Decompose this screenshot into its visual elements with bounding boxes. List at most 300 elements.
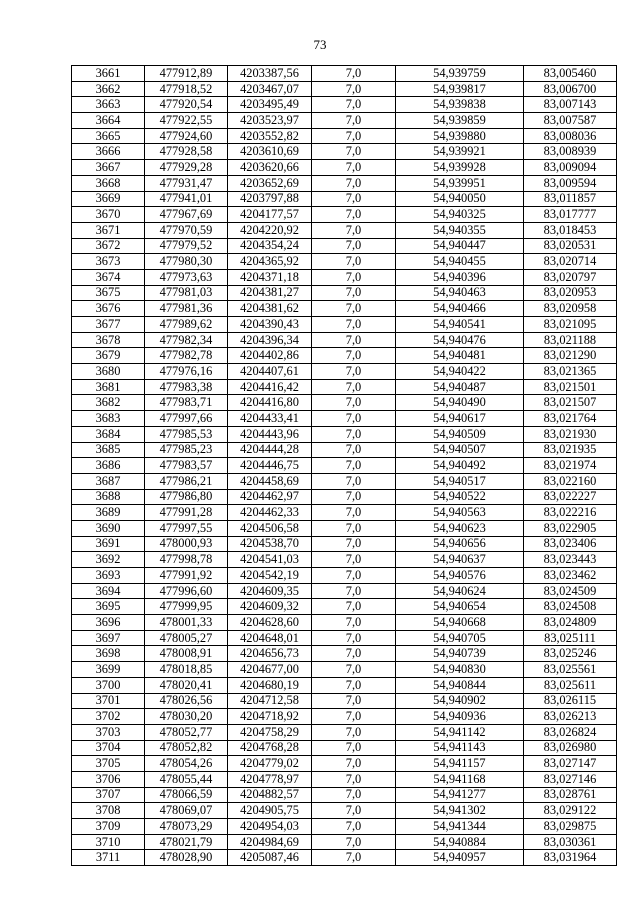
latitude-cell: 54,940705 [396, 630, 524, 646]
table-row [72, 301, 617, 317]
accuracy-cell: 7,0 [312, 442, 396, 458]
point-number-cell: 3693 [72, 568, 145, 584]
table-row [72, 97, 617, 113]
longitude-cell: 83,022216 [524, 505, 617, 521]
longitude-cell: 83,011857 [524, 191, 617, 207]
accuracy-cell: 7,0 [312, 458, 396, 474]
latitude-cell: 54,940455 [396, 254, 524, 270]
point-number-cell: 3687 [72, 473, 145, 489]
point-number-cell: 3684 [72, 426, 145, 442]
latitude-cell: 54,940509 [396, 426, 524, 442]
longitude-cell: 83,029122 [524, 803, 617, 819]
y-coordinate-cell: 4204177,57 [228, 207, 312, 223]
coordinates-table-body [72, 66, 617, 866]
x-coordinate-cell: 477931,47 [145, 175, 228, 191]
y-coordinate-cell: 4204718,92 [228, 709, 312, 725]
longitude-cell: 83,018453 [524, 222, 617, 238]
accuracy-cell: 7,0 [312, 599, 396, 615]
longitude-cell: 83,023462 [524, 568, 617, 584]
longitude-cell: 83,008939 [524, 144, 617, 160]
latitude-cell: 54,941143 [396, 740, 524, 756]
longitude-cell: 83,026115 [524, 693, 617, 709]
x-coordinate-cell: 478052,82 [145, 740, 228, 756]
point-number-cell: 3663 [72, 97, 145, 113]
x-coordinate-cell: 477997,55 [145, 520, 228, 536]
longitude-cell: 83,027146 [524, 771, 617, 787]
longitude-cell: 83,007587 [524, 113, 617, 129]
table-row [72, 175, 617, 191]
y-coordinate-cell: 4204609,35 [228, 583, 312, 599]
table-row [72, 458, 617, 474]
x-coordinate-cell: 478000,93 [145, 536, 228, 552]
latitude-cell: 54,940830 [396, 662, 524, 678]
x-coordinate-cell: 478069,07 [145, 803, 228, 819]
accuracy-cell: 7,0 [312, 834, 396, 850]
latitude-cell: 54,940325 [396, 207, 524, 223]
latitude-cell: 54,940476 [396, 332, 524, 348]
y-coordinate-cell: 4204984,69 [228, 834, 312, 850]
x-coordinate-cell: 478030,20 [145, 709, 228, 725]
longitude-cell: 83,017777 [524, 207, 617, 223]
table-row [72, 520, 617, 536]
point-number-cell: 3661 [72, 66, 145, 82]
table-row [72, 113, 617, 129]
table-row [72, 160, 617, 176]
y-coordinate-cell: 4204648,01 [228, 630, 312, 646]
x-coordinate-cell: 477985,53 [145, 426, 228, 442]
point-number-cell: 3707 [72, 787, 145, 803]
table-row [72, 411, 617, 427]
x-coordinate-cell: 477998,78 [145, 552, 228, 568]
x-coordinate-cell: 477982,78 [145, 348, 228, 364]
y-coordinate-cell: 4204416,80 [228, 395, 312, 411]
accuracy-cell: 7,0 [312, 756, 396, 772]
longitude-cell: 83,006700 [524, 81, 617, 97]
x-coordinate-cell: 477976,16 [145, 364, 228, 380]
table-row [72, 787, 617, 803]
point-number-cell: 3701 [72, 693, 145, 709]
table-row [72, 536, 617, 552]
accuracy-cell: 7,0 [312, 771, 396, 787]
accuracy-cell: 7,0 [312, 317, 396, 333]
y-coordinate-cell: 4204882,57 [228, 787, 312, 803]
accuracy-cell: 7,0 [312, 379, 396, 395]
table-row [72, 238, 617, 254]
point-number-cell: 3689 [72, 505, 145, 521]
longitude-cell: 83,020797 [524, 269, 617, 285]
y-coordinate-cell: 4203495,49 [228, 97, 312, 113]
latitude-cell: 54,940656 [396, 536, 524, 552]
point-number-cell: 3680 [72, 364, 145, 380]
coordinates-table [71, 65, 617, 866]
point-number-cell: 3666 [72, 144, 145, 160]
longitude-cell: 83,026824 [524, 724, 617, 740]
latitude-cell: 54,940844 [396, 677, 524, 693]
latitude-cell: 54,940447 [396, 238, 524, 254]
latitude-cell: 54,940487 [396, 379, 524, 395]
point-number-cell: 3676 [72, 301, 145, 317]
table-row [72, 599, 617, 615]
accuracy-cell: 7,0 [312, 348, 396, 364]
x-coordinate-cell: 477929,28 [145, 160, 228, 176]
accuracy-cell: 7,0 [312, 724, 396, 740]
table-row [72, 850, 617, 866]
y-coordinate-cell: 4204768,28 [228, 740, 312, 756]
x-coordinate-cell: 477967,69 [145, 207, 228, 223]
latitude-cell: 54,940654 [396, 599, 524, 615]
point-number-cell: 3683 [72, 411, 145, 427]
y-coordinate-cell: 4204758,29 [228, 724, 312, 740]
longitude-cell: 83,030361 [524, 834, 617, 850]
y-coordinate-cell: 4204416,42 [228, 379, 312, 395]
table-row [72, 615, 617, 631]
latitude-cell: 54,940624 [396, 583, 524, 599]
longitude-cell: 83,021974 [524, 458, 617, 474]
y-coordinate-cell: 4204677,00 [228, 662, 312, 678]
table-row [72, 222, 617, 238]
table-row [72, 756, 617, 772]
y-coordinate-cell: 4203610,69 [228, 144, 312, 160]
table-row [72, 317, 617, 333]
accuracy-cell: 7,0 [312, 269, 396, 285]
longitude-cell: 83,021365 [524, 364, 617, 380]
latitude-cell: 54,940481 [396, 348, 524, 364]
longitude-cell: 83,022160 [524, 473, 617, 489]
latitude-cell: 54,940936 [396, 709, 524, 725]
accuracy-cell: 7,0 [312, 113, 396, 129]
point-number-cell: 3697 [72, 630, 145, 646]
y-coordinate-cell: 4203387,56 [228, 66, 312, 82]
latitude-cell: 54,939928 [396, 160, 524, 176]
latitude-cell: 54,940422 [396, 364, 524, 380]
longitude-cell: 83,021764 [524, 411, 617, 427]
latitude-cell: 54,940623 [396, 520, 524, 536]
y-coordinate-cell: 4204381,27 [228, 285, 312, 301]
longitude-cell: 83,026213 [524, 709, 617, 725]
table-row [72, 442, 617, 458]
table-row [72, 379, 617, 395]
y-coordinate-cell: 4204402,86 [228, 348, 312, 364]
x-coordinate-cell: 477986,80 [145, 489, 228, 505]
accuracy-cell: 7,0 [312, 222, 396, 238]
accuracy-cell: 7,0 [312, 536, 396, 552]
longitude-cell: 83,021507 [524, 395, 617, 411]
y-coordinate-cell: 4204458,69 [228, 473, 312, 489]
latitude-cell: 54,939759 [396, 66, 524, 82]
accuracy-cell: 7,0 [312, 583, 396, 599]
point-number-cell: 3673 [72, 254, 145, 270]
accuracy-cell: 7,0 [312, 520, 396, 536]
accuracy-cell: 7,0 [312, 81, 396, 97]
table-row [72, 834, 617, 850]
latitude-cell: 54,939880 [396, 128, 524, 144]
y-coordinate-cell: 4204443,96 [228, 426, 312, 442]
table-row [72, 254, 617, 270]
point-number-cell: 3694 [72, 583, 145, 599]
point-number-cell: 3665 [72, 128, 145, 144]
table-row [72, 128, 617, 144]
x-coordinate-cell: 478054,26 [145, 756, 228, 772]
accuracy-cell: 7,0 [312, 630, 396, 646]
accuracy-cell: 7,0 [312, 850, 396, 866]
x-coordinate-cell: 477979,52 [145, 238, 228, 254]
accuracy-cell: 7,0 [312, 505, 396, 521]
x-coordinate-cell: 477922,55 [145, 113, 228, 129]
point-number-cell: 3686 [72, 458, 145, 474]
longitude-cell: 83,022227 [524, 489, 617, 505]
y-coordinate-cell: 4203797,88 [228, 191, 312, 207]
accuracy-cell: 7,0 [312, 740, 396, 756]
x-coordinate-cell: 477989,62 [145, 317, 228, 333]
latitude-cell: 54,941142 [396, 724, 524, 740]
longitude-cell: 83,024809 [524, 615, 617, 631]
y-coordinate-cell: 4204538,70 [228, 536, 312, 552]
longitude-cell: 83,009094 [524, 160, 617, 176]
x-coordinate-cell: 478026,56 [145, 693, 228, 709]
x-coordinate-cell: 478055,44 [145, 771, 228, 787]
accuracy-cell: 7,0 [312, 97, 396, 113]
longitude-cell: 83,029875 [524, 819, 617, 835]
accuracy-cell: 7,0 [312, 677, 396, 693]
y-coordinate-cell: 4204396,34 [228, 332, 312, 348]
latitude-cell: 54,939838 [396, 97, 524, 113]
y-coordinate-cell: 4204220,92 [228, 222, 312, 238]
latitude-cell: 54,939859 [396, 113, 524, 129]
x-coordinate-cell: 477924,60 [145, 128, 228, 144]
longitude-cell: 83,022905 [524, 520, 617, 536]
table-row [72, 724, 617, 740]
x-coordinate-cell: 478018,85 [145, 662, 228, 678]
point-number-cell: 3671 [72, 222, 145, 238]
latitude-cell: 54,939951 [396, 175, 524, 191]
x-coordinate-cell: 477983,38 [145, 379, 228, 395]
table-row [72, 583, 617, 599]
latitude-cell: 54,940563 [396, 505, 524, 521]
table-row [72, 552, 617, 568]
latitude-cell: 54,941344 [396, 819, 524, 835]
table-row [72, 285, 617, 301]
point-number-cell: 3699 [72, 662, 145, 678]
longitude-cell: 83,020953 [524, 285, 617, 301]
y-coordinate-cell: 4204712,58 [228, 693, 312, 709]
latitude-cell: 54,940617 [396, 411, 524, 427]
longitude-cell: 83,028761 [524, 787, 617, 803]
point-number-cell: 3703 [72, 724, 145, 740]
y-coordinate-cell: 4204905,75 [228, 803, 312, 819]
latitude-cell: 54,940957 [396, 850, 524, 866]
latitude-cell: 54,940884 [396, 834, 524, 850]
point-number-cell: 3677 [72, 317, 145, 333]
y-coordinate-cell: 4204381,62 [228, 301, 312, 317]
accuracy-cell: 7,0 [312, 128, 396, 144]
y-coordinate-cell: 4204354,24 [228, 238, 312, 254]
y-coordinate-cell: 4204390,43 [228, 317, 312, 333]
latitude-cell: 54,939921 [396, 144, 524, 160]
accuracy-cell: 7,0 [312, 285, 396, 301]
point-number-cell: 3704 [72, 740, 145, 756]
x-coordinate-cell: 477941,01 [145, 191, 228, 207]
table-row [72, 568, 617, 584]
x-coordinate-cell: 477983,71 [145, 395, 228, 411]
x-coordinate-cell: 478021,79 [145, 834, 228, 850]
y-coordinate-cell: 4204628,60 [228, 615, 312, 631]
x-coordinate-cell: 477928,58 [145, 144, 228, 160]
x-coordinate-cell: 478005,27 [145, 630, 228, 646]
point-number-cell: 3669 [72, 191, 145, 207]
point-number-cell: 3700 [72, 677, 145, 693]
x-coordinate-cell: 477986,21 [145, 473, 228, 489]
point-number-cell: 3681 [72, 379, 145, 395]
x-coordinate-cell: 477991,92 [145, 568, 228, 584]
longitude-cell: 83,008036 [524, 128, 617, 144]
latitude-cell: 54,940902 [396, 693, 524, 709]
accuracy-cell: 7,0 [312, 693, 396, 709]
accuracy-cell: 7,0 [312, 144, 396, 160]
x-coordinate-cell: 478001,33 [145, 615, 228, 631]
accuracy-cell: 7,0 [312, 552, 396, 568]
accuracy-cell: 7,0 [312, 364, 396, 380]
y-coordinate-cell: 4204444,28 [228, 442, 312, 458]
latitude-cell: 54,941277 [396, 787, 524, 803]
x-coordinate-cell: 478052,77 [145, 724, 228, 740]
x-coordinate-cell: 478008,91 [145, 646, 228, 662]
longitude-cell: 83,021935 [524, 442, 617, 458]
accuracy-cell: 7,0 [312, 332, 396, 348]
accuracy-cell: 7,0 [312, 568, 396, 584]
x-coordinate-cell: 477991,28 [145, 505, 228, 521]
longitude-cell: 83,021930 [524, 426, 617, 442]
y-coordinate-cell: 4203620,66 [228, 160, 312, 176]
longitude-cell: 83,021188 [524, 332, 617, 348]
point-number-cell: 3688 [72, 489, 145, 505]
point-number-cell: 3705 [72, 756, 145, 772]
table-row [72, 677, 617, 693]
x-coordinate-cell: 477985,23 [145, 442, 228, 458]
table-row [72, 803, 617, 819]
y-coordinate-cell: 4205087,46 [228, 850, 312, 866]
longitude-cell: 83,020714 [524, 254, 617, 270]
y-coordinate-cell: 4203652,69 [228, 175, 312, 191]
point-number-cell: 3667 [72, 160, 145, 176]
accuracy-cell: 7,0 [312, 803, 396, 819]
accuracy-cell: 7,0 [312, 207, 396, 223]
table-row [72, 630, 617, 646]
table-row [72, 819, 617, 835]
x-coordinate-cell: 477983,57 [145, 458, 228, 474]
x-coordinate-cell: 478020,41 [145, 677, 228, 693]
table-row [72, 207, 617, 223]
longitude-cell: 83,023443 [524, 552, 617, 568]
accuracy-cell: 7,0 [312, 473, 396, 489]
y-coordinate-cell: 4203552,82 [228, 128, 312, 144]
x-coordinate-cell: 477981,03 [145, 285, 228, 301]
point-number-cell: 3668 [72, 175, 145, 191]
point-number-cell: 3706 [72, 771, 145, 787]
latitude-cell: 54,940637 [396, 552, 524, 568]
y-coordinate-cell: 4204656,73 [228, 646, 312, 662]
accuracy-cell: 7,0 [312, 66, 396, 82]
latitude-cell: 54,940492 [396, 458, 524, 474]
accuracy-cell: 7,0 [312, 819, 396, 835]
y-coordinate-cell: 4204365,92 [228, 254, 312, 270]
longitude-cell: 83,026980 [524, 740, 617, 756]
point-number-cell: 3672 [72, 238, 145, 254]
longitude-cell: 83,021290 [524, 348, 617, 364]
accuracy-cell: 7,0 [312, 426, 396, 442]
point-number-cell: 3678 [72, 332, 145, 348]
accuracy-cell: 7,0 [312, 191, 396, 207]
point-number-cell: 3662 [72, 81, 145, 97]
table-row [72, 693, 617, 709]
point-number-cell: 3679 [72, 348, 145, 364]
accuracy-cell: 7,0 [312, 709, 396, 725]
longitude-cell: 83,005460 [524, 66, 617, 82]
longitude-cell: 83,020958 [524, 301, 617, 317]
longitude-cell: 83,024508 [524, 599, 617, 615]
table-row [72, 269, 617, 285]
latitude-cell: 54,941302 [396, 803, 524, 819]
y-coordinate-cell: 4204433,41 [228, 411, 312, 427]
point-number-cell: 3711 [72, 850, 145, 866]
longitude-cell: 83,031964 [524, 850, 617, 866]
latitude-cell: 54,940541 [396, 317, 524, 333]
accuracy-cell: 7,0 [312, 489, 396, 505]
x-coordinate-cell: 478073,29 [145, 819, 228, 835]
longitude-cell: 83,025561 [524, 662, 617, 678]
latitude-cell: 54,940466 [396, 301, 524, 317]
y-coordinate-cell: 4204446,75 [228, 458, 312, 474]
longitude-cell: 83,007143 [524, 97, 617, 113]
latitude-cell: 54,941168 [396, 771, 524, 787]
accuracy-cell: 7,0 [312, 662, 396, 678]
table-row [72, 709, 617, 725]
point-number-cell: 3698 [72, 646, 145, 662]
point-number-cell: 3708 [72, 803, 145, 819]
accuracy-cell: 7,0 [312, 411, 396, 427]
longitude-cell: 83,020531 [524, 238, 617, 254]
point-number-cell: 3690 [72, 520, 145, 536]
point-number-cell: 3675 [72, 285, 145, 301]
point-number-cell: 3696 [72, 615, 145, 631]
table-row [72, 81, 617, 97]
x-coordinate-cell: 478066,59 [145, 787, 228, 803]
point-number-cell: 3702 [72, 709, 145, 725]
y-coordinate-cell: 4204541,03 [228, 552, 312, 568]
longitude-cell: 83,025611 [524, 677, 617, 693]
accuracy-cell: 7,0 [312, 646, 396, 662]
table-row [72, 348, 617, 364]
x-coordinate-cell: 477981,36 [145, 301, 228, 317]
table-row [72, 662, 617, 678]
latitude-cell: 54,940517 [396, 473, 524, 489]
latitude-cell: 54,940668 [396, 615, 524, 631]
latitude-cell: 54,940522 [396, 489, 524, 505]
longitude-cell: 83,025246 [524, 646, 617, 662]
latitude-cell: 54,939817 [396, 81, 524, 97]
y-coordinate-cell: 4204954,03 [228, 819, 312, 835]
latitude-cell: 54,940490 [396, 395, 524, 411]
table-row [72, 395, 617, 411]
table-row [72, 473, 617, 489]
table-row [72, 364, 617, 380]
point-number-cell: 3670 [72, 207, 145, 223]
page-number: 73 [313, 37, 327, 52]
point-number-cell: 3664 [72, 113, 145, 129]
x-coordinate-cell: 477970,59 [145, 222, 228, 238]
table-row [72, 505, 617, 521]
accuracy-cell: 7,0 [312, 787, 396, 803]
point-number-cell: 3692 [72, 552, 145, 568]
